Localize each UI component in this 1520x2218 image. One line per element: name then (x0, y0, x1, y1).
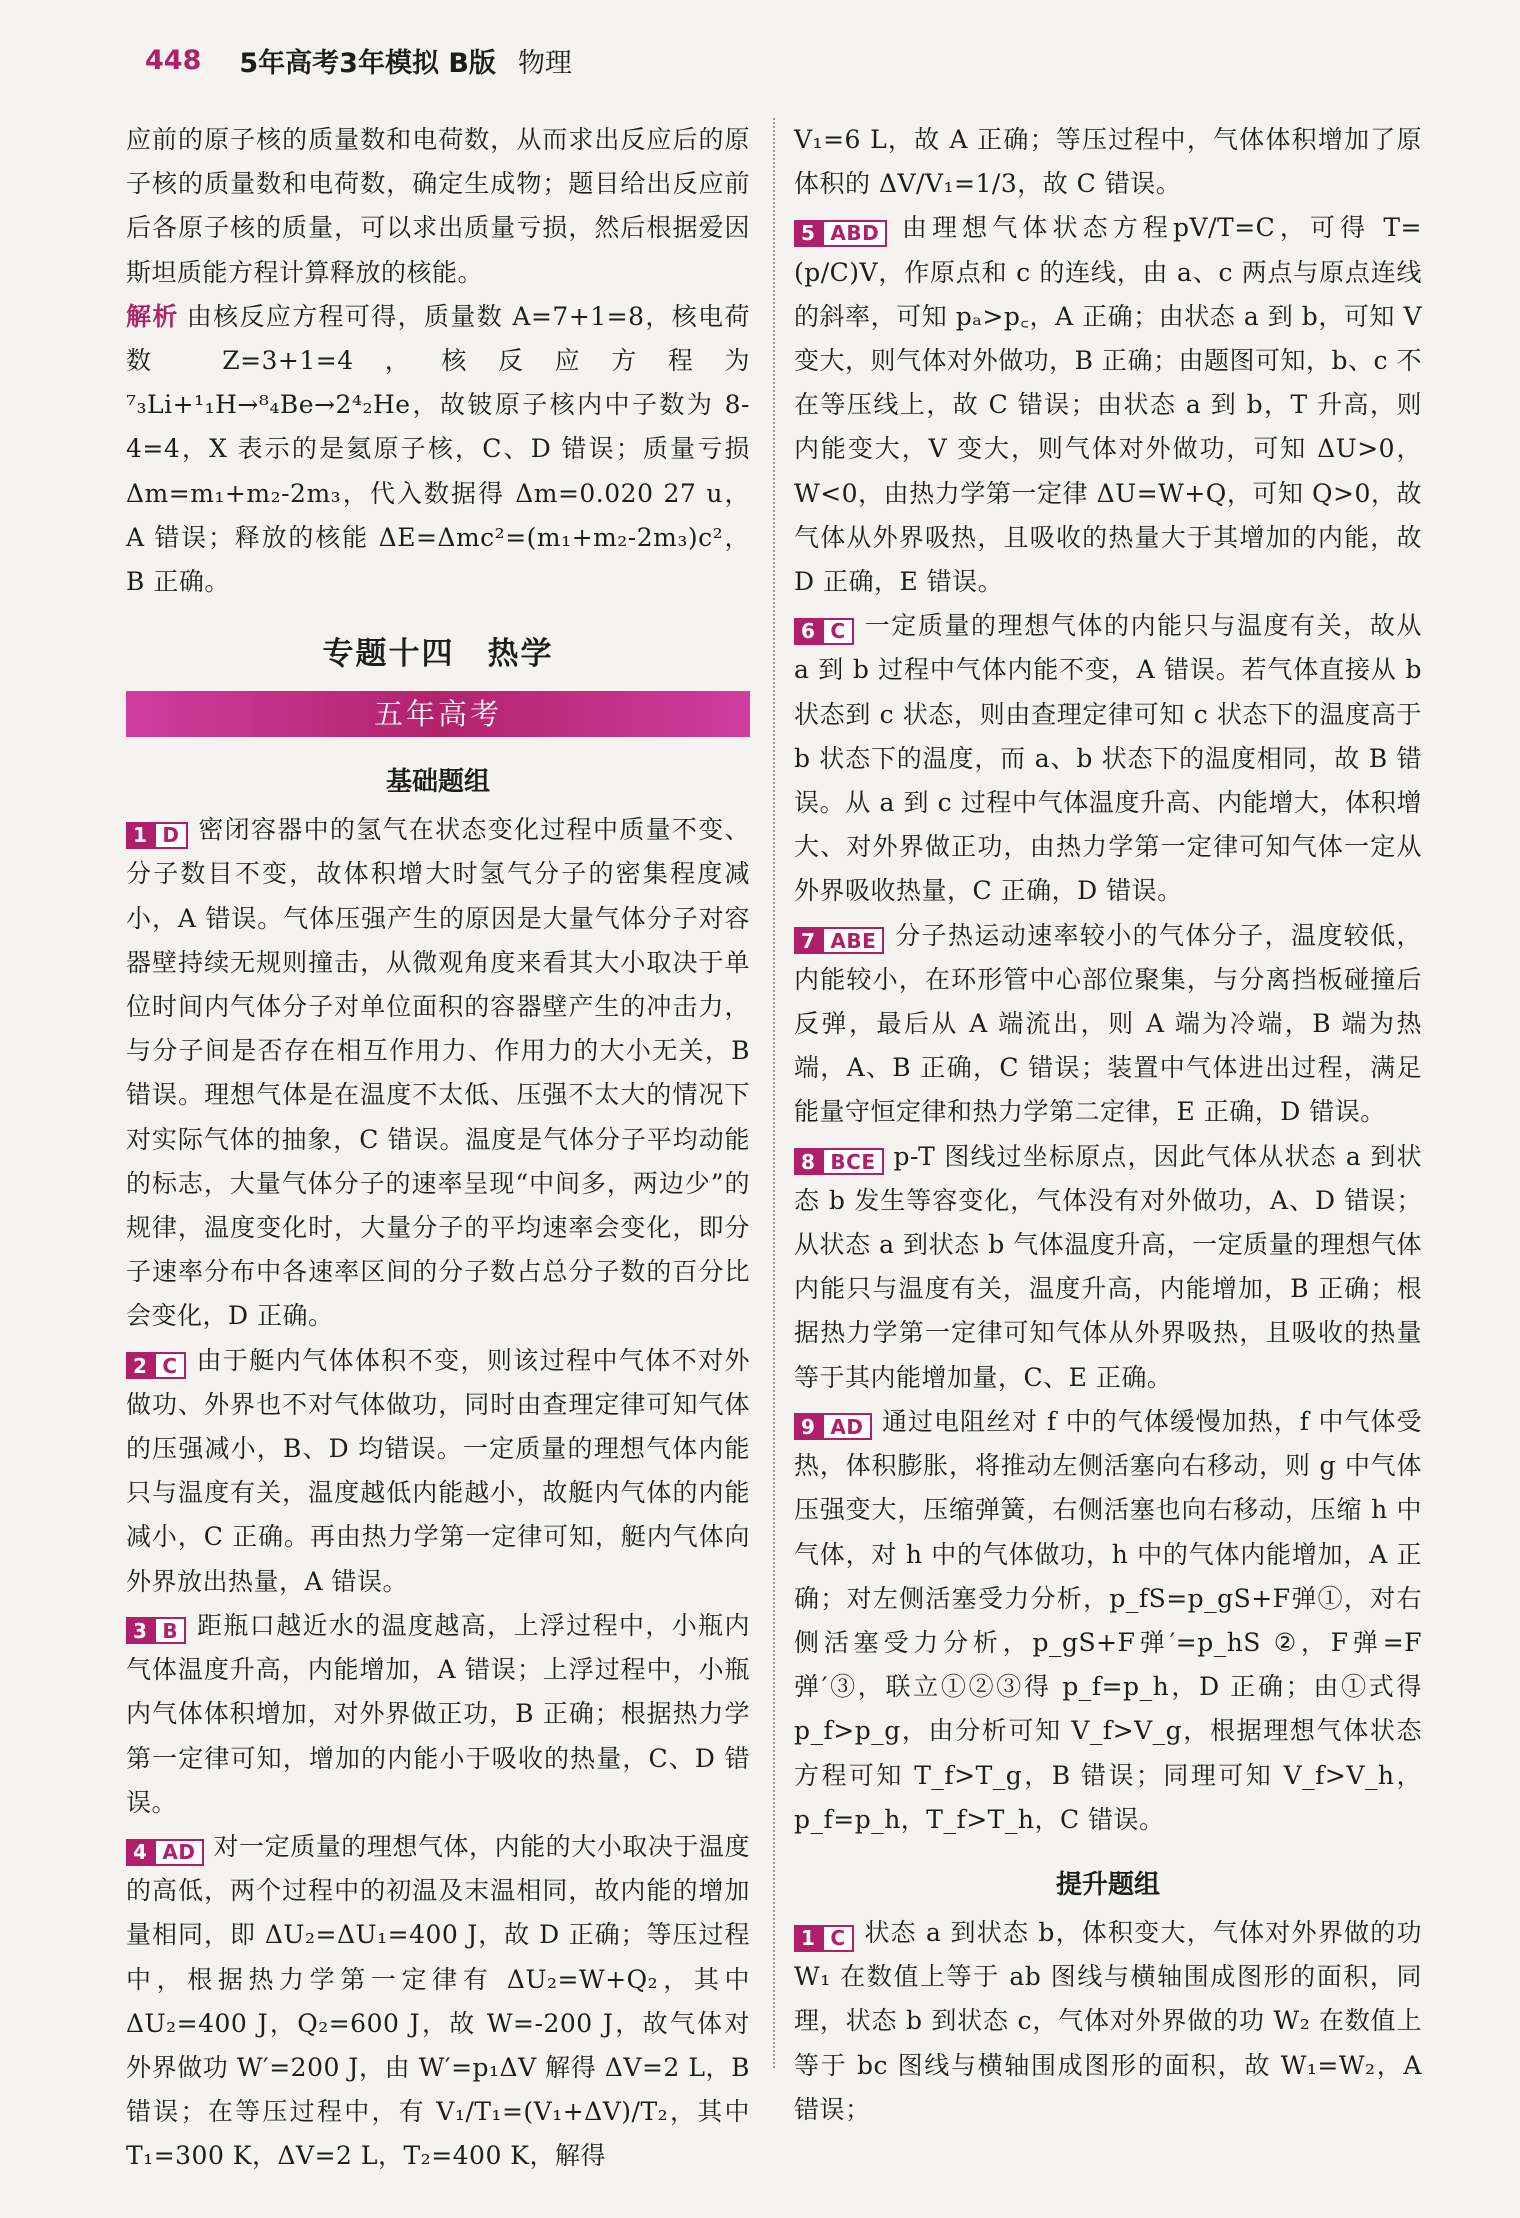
answer-key: ABD (822, 220, 887, 247)
answer-badge (794, 1925, 854, 1952)
answer-item (126, 1339, 750, 1604)
answer-badge (126, 1352, 186, 1379)
answer-text: 通过电阻丝对 f 中的气体缓慢加热，f 中气体受热，体积膨胀，将推动左侧活塞向右移动，则 g 中气体压强变大，压缩弹簧，右侧活塞也向右移动，压缩 h 中气体，对 h 中的气体做功，h 中的气体内能增加，A 正确；对左侧活塞受力分析，p_fS=p_gS+F弹①，对右侧活塞受力分析，p_gS+F弹′=p_hS ②，F弹=F弹′③，联立①②③得 p_f=p_h，D 正确；由①式得 p_f>p_g，由分析可知 V_f>V_g，根据理想气体状态方程可知 T_f>T_g，B 错误；同理可知 V_f>V_h，p_f=p_h，T_f>T_h，C 错误。 (794, 1406, 1422, 1834)
answer-text: 一定质量的理想气体的内能只与温度有关，故从 a 到 b 过程中气体内能不变，A 错误。若气体直接从 b 状态到 c 状态，则由查理定律可知 c 状态下的温度高于 b 状态下的温度，而 a、b 状态下的温度相同，故 B 错误。从 a 到 c 过程中气体温度升高、内能增大，体积增大、对外界做正功，由热力学第一定律可知气体一定从外界吸收热量，C 正确，D 错误。 (794, 611, 1422, 906)
question-number: 1 (794, 1925, 822, 1952)
analysis-text: 由核反应方程可得，质量数 A=7+1=8，核电荷数 Z=3+1=4，核反应方程为⁷₃Li+¹₁H→⁸₄Be→2⁴₂He，故铍原子核内中子数为 8-4=4，X 表示的是氦原子核，C、D 错误；质量亏损 Δm=m₁+m₂-2m₃，代入数据得 Δm=0.020 27 u，A 错误；释放的核能 ΔE=Δmc²=(m₁+m₂-2m₃)c²，B 正确。 (126, 301, 750, 597)
column-divider (773, 118, 775, 2068)
answer-badge (794, 1148, 884, 1175)
continued-paragraph: V₁=6 L，故 A 正确；等压过程中，气体体积增加了原体积的 ΔV/V₁=1/3，故 C 错误。 (794, 125, 1422, 199)
answer-badge (794, 220, 887, 247)
question-number: 5 (794, 220, 822, 247)
answer-item (794, 206, 1422, 604)
answer-text: p-T 图线过坐标原点，因此气体从状态 a 到状态 b 发生等容变化，气体没有对外做功，A、D 错误；从状态 a 到状态 b 气体温度升高，一定质量的理想气体内能只与温度有关，温度升高，内能增加，B 正确；根据热力学第一定律可知气体从外界吸热，且吸收的热量等于其内能增加量，C、E 正确。 (794, 1141, 1422, 1392)
answer-item (126, 1604, 750, 1825)
group-title: 提升题组 (1055, 1869, 1160, 1900)
answer-item (794, 1911, 1422, 2132)
answer-text: 状态 a 到状态 b，体积变大，气体对外界做的功 W₁ 在数值上等于 ab 图线与横轴围成图形的面积，同理，状态 b 到状态 c，气体对外界做的功 W₂ 在数值上等于 bc 图线与横轴围成图形的面积，故 W₁=W₂，A 错误； (794, 1917, 1422, 2124)
answer-text: 由理想气体状态方程pV/T=C，可得 T=(p/C)V，作原点和 c 的连线，由 a、c 两点与原点连线的斜率，可知 pₐ>p꜀，A 正确；由状态 a 到 b，可知 V 变大，则气体对外做功，B 正确；由题图可知，b、c 不在等压线上，故 C 错误；由状态 a 到 b，T 升高，则内能变大，V 变大，则气体对外做功，可知 ΔU>0，W<0，由热力学第一定律 ΔU=W+Q，可知 Q>0，故气体从外界吸热，且吸收的热量大于其增加的内能，故 D 正确，E 错误。 (794, 213, 1422, 597)
answer-key: BCE (822, 1148, 883, 1175)
question-number: 6 (794, 618, 822, 645)
answer-text: 距瓶口越近水的温度越高，上浮过程中，小瓶内气体温度升高，内能增加，A 错误；上浮过程中，小瓶内气体体积增加，对外界做正功，B 正确；根据热力学第一定律可知，增加的内能小于吸收的热量，C、D 错误。 (126, 1610, 750, 1817)
answer-key: D (154, 822, 187, 849)
answer-badge (794, 618, 854, 645)
analysis-paragraph (126, 295, 750, 604)
page-header (145, 40, 572, 80)
answer-text: 密闭容器中的氢气在状态变化过程中质量不变、分子数目不变，故体积增大时氢气分子的密集程度减小，A 错误。气体压强产生的原因是大量气体分子对容器壁持续无规则撞击，从微观角度来看其大小取决于单位时间内气体分子对单位面积的容器壁产生的冲击力，与分子间是否存在相互作用力、作用力的大小无关，B 错误。理想气体是在温度不太低、压强不太大的情况下对实际气体的抽象，C 错误。温度是气体分子平均动能的标志，大量气体分子的速率呈现“中间多，两边少”的规律，温度变化时，大量分子的平均速率会变化，即分子速率分布中各速率区间的分子数占总分子数的百分比会变化，D 正确。 (126, 815, 750, 1331)
answer-key: B (154, 1617, 186, 1644)
chapter-title: 专题十四 热学 (322, 636, 554, 673)
book-title: 5年高考3年模拟 B版 (239, 47, 496, 79)
answer-text: 对一定质量的理想气体，内能的大小取决于温度的高低，两个过程中的初温及末温相同，故内能的增加量相同，即 ΔU₂=ΔU₁=400 J，故 D 正确；等压过程中，根据热力学第一定律有 ΔU₂=W+Q₂，其中 ΔU₂=400 J，Q₂=600 J，故 W=-200 J，故气体对外界做功 W′=200 J，由 W′=p₁ΔV 解得 ΔV=2 L，B 错误；在等压过程中，有 V₁/T₁=(V₁+ΔV)/T₂，其中 T₁=300 K，ΔV=2 L，T₂=400 K，解得 (126, 1831, 750, 2171)
question-number: 2 (126, 1352, 154, 1379)
intro-paragraph: 应前的原子核的质量数和电荷数，从而求出反应后的原子核的质量数和电荷数，确定生成物；题目给出反应前后各原子核的质量，可以求出质量亏损，然后根据爱因斯坦质能方程计算释放的核能。 (126, 125, 750, 287)
answer-text: 分子热运动速率较小的气体分子，温度较低，内能较小，在环形管中心部位聚集，与分离挡板碰撞后反弹，最后从 A 端流出，则 A 端为冷端，B 端为热端，A、B 正确，C 错误；装置中气体进出过程，满足能量守恒定律和热力学第二定律，E 正确，D 错误。 (794, 920, 1422, 1127)
page-number: 448 (145, 44, 202, 76)
section-banner: 五年高考 (126, 691, 750, 737)
answer-key: AD (822, 1413, 871, 1440)
group-title: 基础题组 (385, 767, 490, 798)
answer-key: AD (154, 1839, 203, 1866)
answer-badge (126, 1839, 204, 1866)
answer-key: ABE (822, 927, 884, 954)
subject-label: 物理 (517, 47, 572, 79)
answer-item (794, 604, 1422, 913)
answer-text: 由于艇内气体体积不变，则该过程中气体不对外做功、外界也不对气体做功，同时由查理定律可知气体的压强减小，B、D 均错误。一定质量的理想气体内能只与温度有关，温度越低内能越小，故艇内气体的内能减小，C 正确。再由热力学第一定律可知，艇内气体向外界放出热量，A 错误。 (126, 1345, 750, 1596)
answer-badge (794, 1413, 872, 1440)
question-number: 8 (794, 1148, 822, 1175)
answer-item (794, 914, 1422, 1135)
answer-item (126, 1825, 750, 2179)
answer-key: C (822, 1925, 853, 1952)
left-column (126, 118, 750, 2179)
answer-badge (794, 927, 884, 954)
answer-item (794, 1400, 1422, 1842)
answer-badge (126, 1617, 186, 1644)
question-number: 3 (126, 1617, 154, 1644)
answer-item (126, 808, 750, 1338)
right-column (794, 118, 1422, 2132)
answer-badge (126, 822, 188, 849)
answer-key: C (822, 618, 853, 645)
question-number: 4 (126, 1839, 154, 1866)
answer-item (794, 1135, 1422, 1400)
question-number: 1 (126, 822, 154, 849)
question-number: 7 (794, 927, 822, 954)
answer-key: C (154, 1352, 185, 1379)
question-number: 9 (794, 1413, 822, 1440)
analysis-label: 解析 (126, 301, 179, 331)
